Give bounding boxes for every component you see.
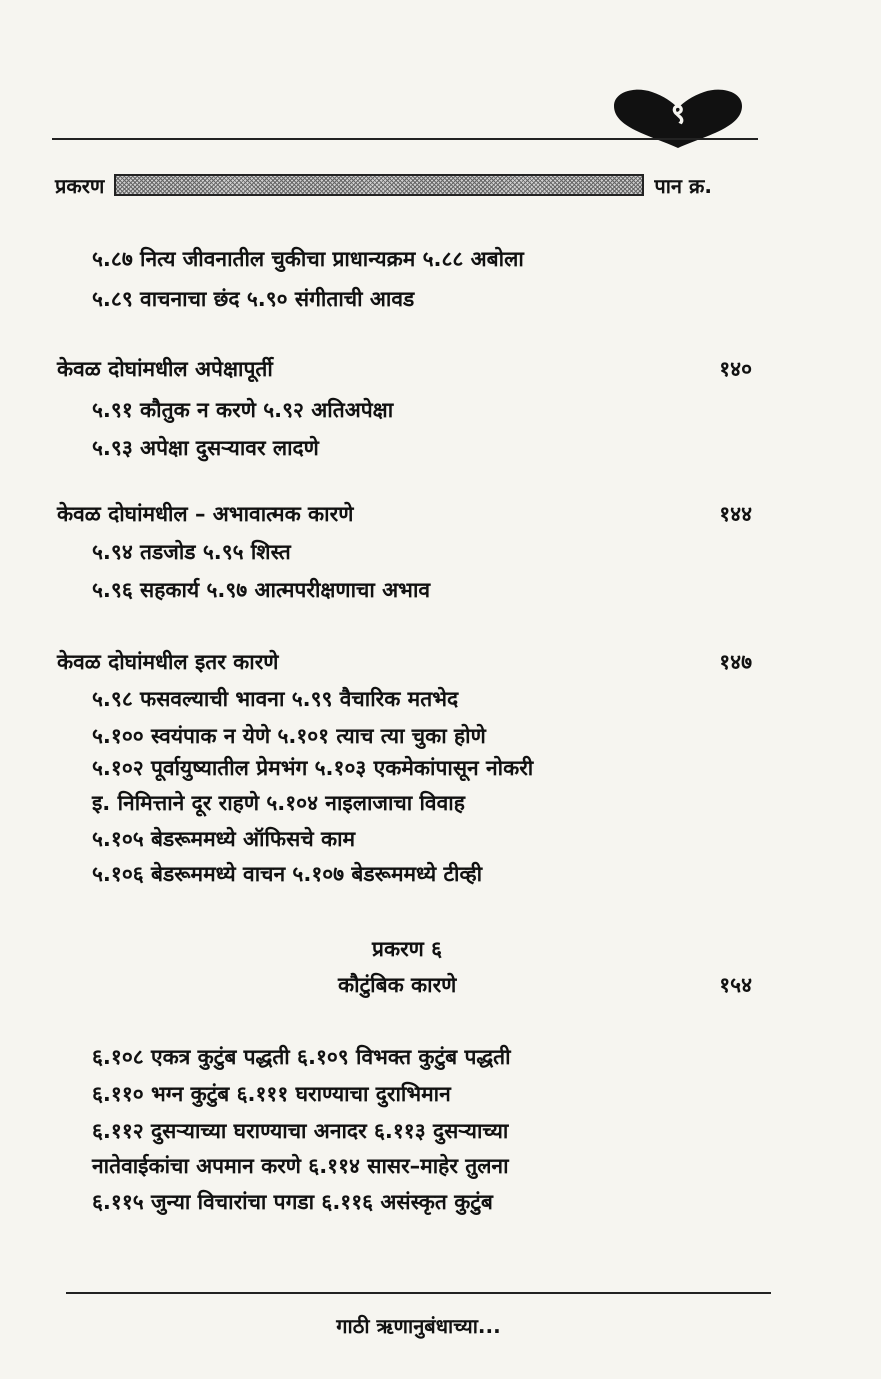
toc-entry: ५.१०२ पूर्वायुष्यातील प्रेमभंग ५.१०३ एकमेकांपासून नोकरी [92, 756, 534, 780]
section-page: १४४ [719, 502, 752, 526]
toc-entry: ५.९१ कौतुक न करणे ५.९२ अतिअपेक्षा [92, 398, 394, 422]
toc-entry: ६.१०८ एकत्र कुटुंब पद्धती ६.१०९ विभक्त कुटुंब पद्धती [92, 1045, 511, 1069]
toc-entry: ६.११० भग्न कुटुंब ६.१११ घराण्याचा दुराभिमान [92, 1082, 451, 1106]
chapter-title: कौटुंबिक कारणे [338, 973, 457, 997]
bottom-divider [66, 1292, 771, 1294]
toc-entry: ५.१०५ बेडरूममध्ये ऑफिसचे काम [92, 827, 356, 851]
section-title: केवळ दोघांमधील इतर कारणे [57, 650, 279, 674]
toc-entry: ५.८७ नित्य जीवनातील चुकीचा प्राधान्यक्रम ५.८८ अबोला [92, 247, 524, 271]
toc-entry: ६.११५ जुन्या विचारांचा पगडा ६.११६ असंस्कृत कुटुंब [92, 1190, 493, 1214]
section-page: १४० [719, 357, 752, 381]
toc-entry: इ. निमित्ताने दूर राहणे ५.१०४ नाइलाजाचा विवाह [92, 791, 465, 815]
toc-entry: ५.९६ सहकार्य ५.९७ आत्मपरीक्षणाचा अभाव [92, 578, 431, 602]
section-page: १४७ [719, 650, 752, 674]
header-hatch-bar [114, 174, 644, 196]
footer-book-title: गाठी ऋणानुबंधाच्या... [336, 1314, 501, 1338]
toc-entry: ५.९३ अपेक्षा दुसऱ्यावर लादणे [92, 436, 319, 460]
toc-header [55, 168, 745, 202]
section-title: केवळ दोघांमधील अपेक्षापूर्ती [57, 357, 273, 381]
chapter-page: १५४ [719, 973, 752, 997]
toc-entry: ५.८९ वाचनाचा छंद ५.९० संगीताची आवड [92, 287, 415, 311]
toc-entry: ६.११२ दुसऱ्याच्या घराण्याचा अनादर ६.११३ दुसऱ्याच्या [92, 1119, 509, 1143]
top-divider [52, 138, 758, 140]
toc-entry: ५.९८ फसवल्याची भावना ५.९९ वैचारिक मतभेद [92, 687, 459, 711]
section-title: केवळ दोघांमधील – अभावात्मक कारणे [57, 502, 354, 526]
toc-entry: ५.१०६ बेडरूममध्ये वाचन ५.१०७ बेडरूममध्ये टीव्ही [92, 862, 483, 886]
page-number: ९ [670, 97, 686, 130]
chapter-label: प्रकरण ६ [372, 937, 443, 961]
header-page-label: पान क्र. [654, 173, 712, 198]
header-chapter-label: प्रकरण [55, 173, 105, 198]
toc-entry: नातेवाईकांचा अपमान करणे ६.११४ सासर–माहेर तुलना [92, 1154, 509, 1178]
toc-entry: ५.१०० स्वयंपाक न येणे ५.१०१ त्याच त्या चुका होणे [92, 724, 486, 748]
toc-entry: ५.९४ तडजोड ५.९५ शिस्त [92, 540, 291, 564]
